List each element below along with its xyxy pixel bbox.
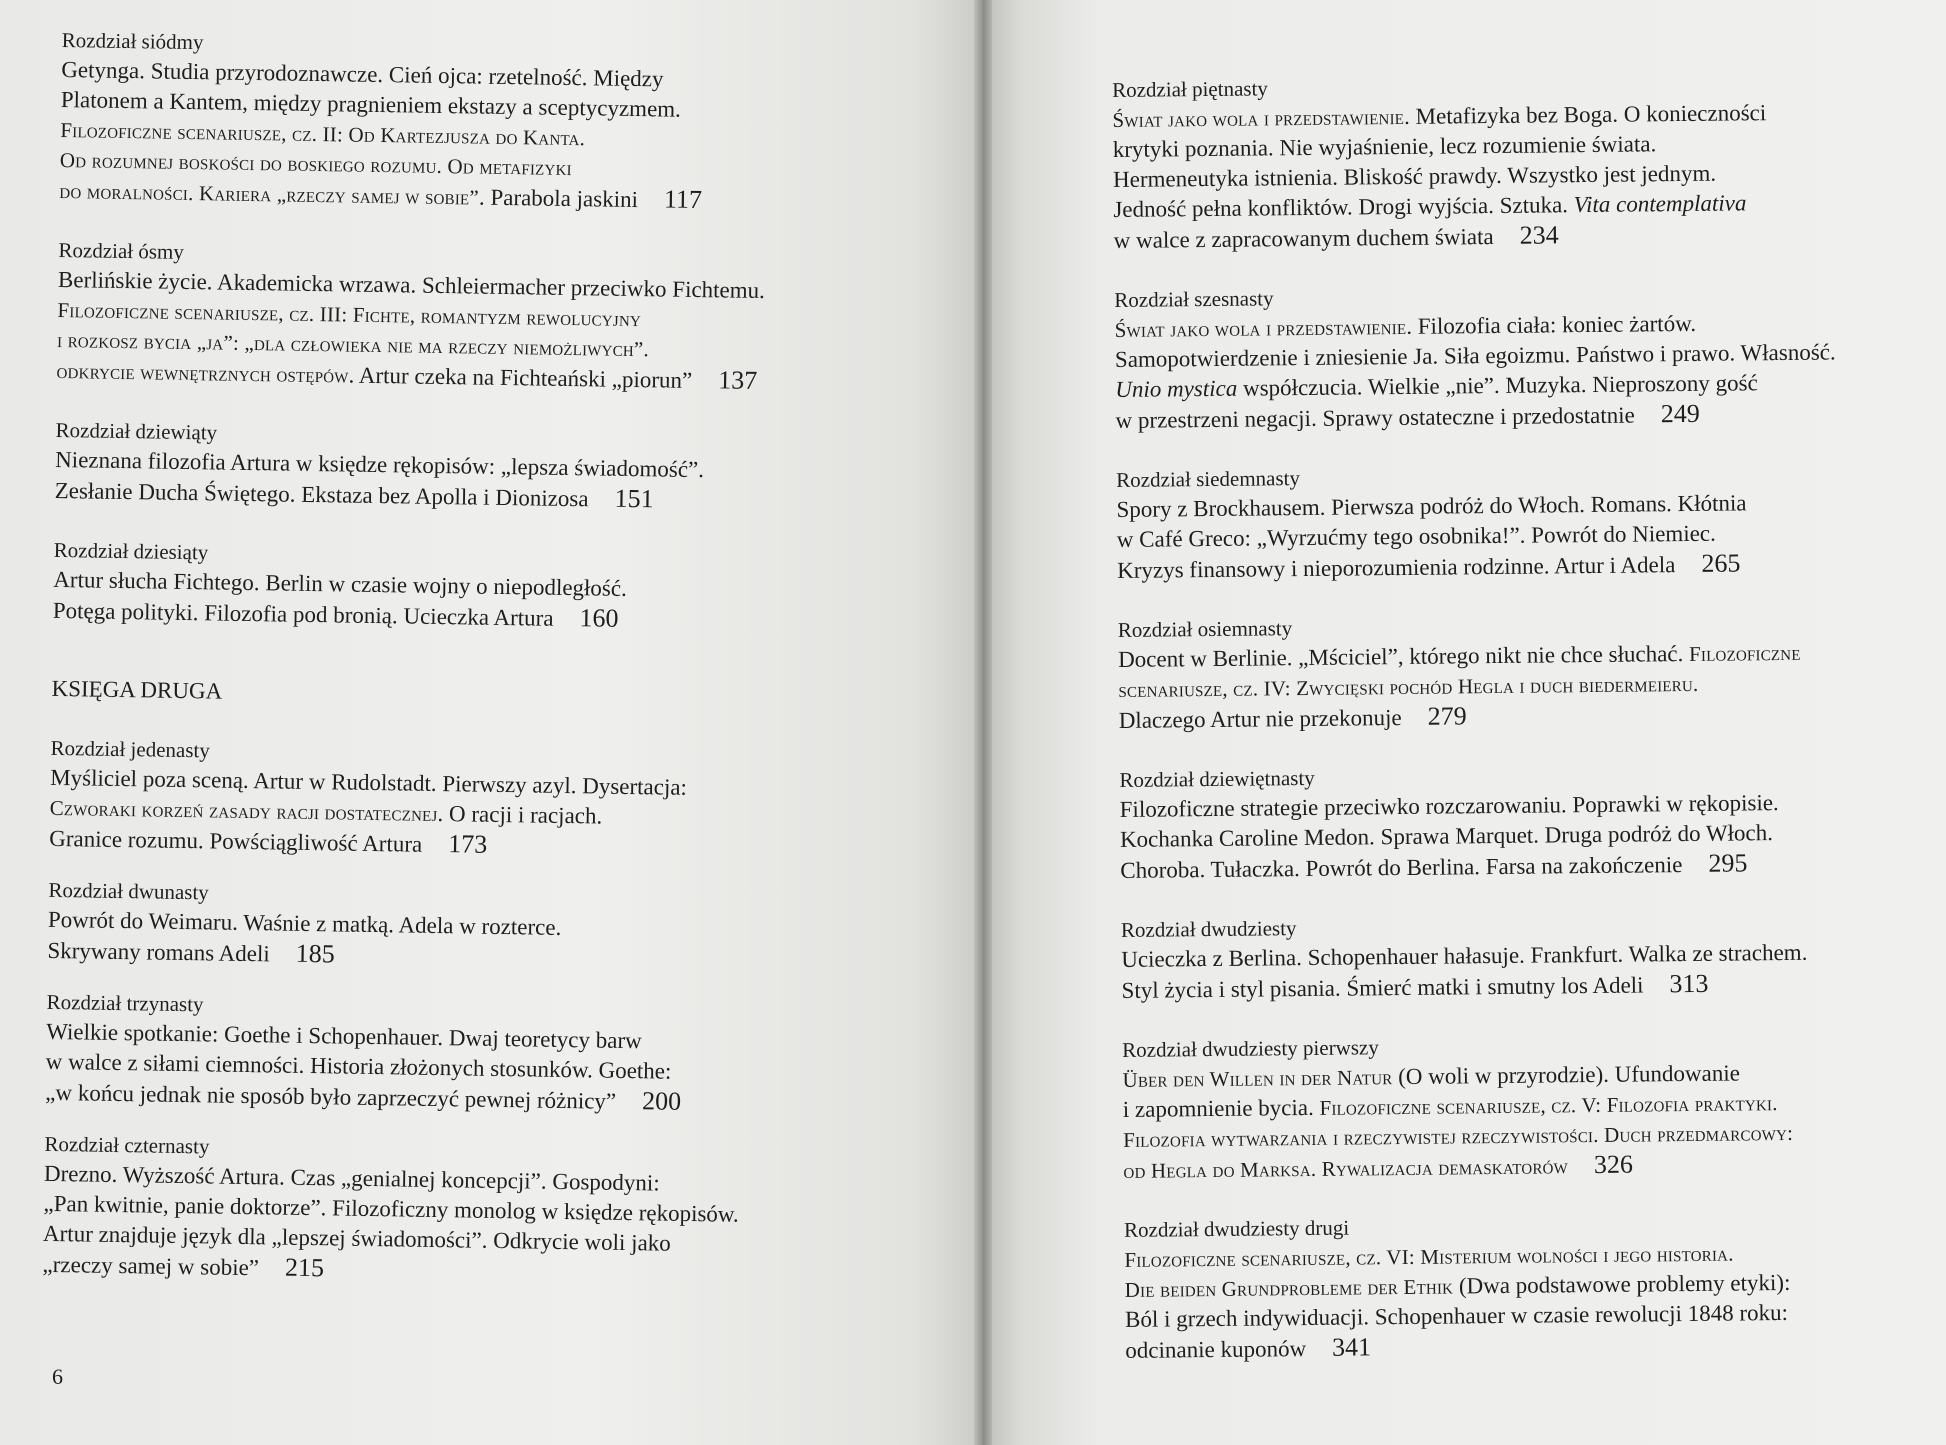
text-segment: Docent w Berlinie. „Mściciel”, którego nikt nie chce słuchać. [1117,640,1690,672]
toc-entry [1114,278,1896,436]
page-number: 326 [1593,1149,1634,1180]
text-segment: w przestrzeni negacji. Sprawy ostateczne i przedostatnie [1115,402,1635,433]
toc-entry [49,734,831,866]
text-segment: Myśliciel poza sceną. Artur w Rudolstadt. Pierwszy azyl. Dysertacja: [49,764,688,800]
page-number: 137 [718,365,758,395]
toc-entry [53,536,834,638]
text-segment: Kryzys finansowy i nieporozumienia rodzinne. Artur i Adela [1117,552,1676,583]
text-segment: Filozoficzne [1688,640,1801,666]
chapter-description [1112,97,1894,256]
page-number: 117 [663,184,703,215]
text-segment: Kochanka Caroline Medon. Sprawa Marquet. Druga podróż do Włoch. [1119,820,1774,852]
chapter-title: Rozdział dwudziesty drugi [1123,1215,1350,1242]
text-segment: Zesłanie Ducha Świętego. Ekstaza bez Apolla i Dionizosa [54,477,589,512]
text-segment: Filozofia wytwarzania i rzeczywistej rzeczywistości. Duch przedmarcowy: [1123,1120,1794,1152]
text-segment: Potęga polityki. Filozofia pod bronią. Ucieczka Artura [52,597,554,631]
text-segment: Ucieczka z Berlina. Schopenhauer hałasuje. Frankfurt. Walka ze strachem. [1121,939,1808,972]
text-segment: Über den Willen in der Natur [1122,1065,1393,1092]
toc-entry [54,416,835,518]
chapter-title: Rozdział ósmy [58,237,185,264]
text-segment: Artur znajduje język dla „lepszej świadomości”. Odkrycie woli jako [42,1220,671,1256]
text-segment: w walce z siłami ciemności. Historia złożonych stosunków. Goethe: [45,1048,672,1084]
chapter-title: Rozdział dziewiętnasty [1119,765,1315,792]
text-segment: i rozkosz bycia „ja”: „dla człowieka nie ma rzeczy niemożliwych”. [56,327,650,362]
chapter-title: Rozdział trzynasty [46,989,204,1017]
text-segment: . Metafizyka bez Boga. O konieczności [1403,100,1767,129]
toc-entry [1121,908,1902,1006]
text-segment: Dlaczego Artur nie przekonuje [1118,705,1402,733]
chapter-title: Rozdział siedemnasty [1116,466,1301,492]
toc-entry [1118,608,1899,736]
text-segment: . Filozofia ciała: koniec żartów. [1406,310,1697,339]
toc-entry [1124,1208,1906,1366]
chapter-description [42,1159,824,1292]
text-segment: „w końcu jednak nie sposób było zaprzeczyć pewnej różnicy” [45,1079,617,1114]
text-segment: Granice rozumu. Powściągliwość Artura [49,825,423,857]
page-number: 313 [1669,968,1709,999]
chapter-title: Rozdział piętnasty [1112,76,1268,102]
chapter-description [1118,637,1899,736]
text-segment: Filozoficzne scenariusze, cz. VI: Misterium wolności i jego historia. [1124,1241,1734,1272]
chapter-description [1124,1237,1905,1366]
text-segment: . Artur czeka na Fichteański „piorun” [348,362,693,393]
page-number: 234 [1519,220,1559,250]
text-segment: . O racji i racjach. [437,800,603,829]
text-segment: Filozoficzne scenariusze, cz. II: Od Kartezjusza do Kanta. [60,117,586,151]
page-number: 151 [614,483,654,514]
chapter-description [1121,937,1902,1006]
text-segment: Samopotwierdzenie i zniesienie Ja. Siła egoizmu. Państwo i prawo. Własność. [1114,339,1836,372]
page-number: 265 [1701,548,1741,578]
text-segment: Artur słucha Fichtego. Berlin w czasie wojny o niepodległość. [53,566,628,601]
text-segment: odkrycie wewnętrznych ostępów [56,358,349,388]
toc-entry [42,1130,824,1292]
chapter-title: Rozdział osiemnasty [1117,616,1293,642]
chapter-title: Rozdział dwunasty [48,877,209,905]
text-segment: Die beiden Grundprobleme der Ethik [1124,1274,1454,1302]
text-segment: od Hegla do Marksa. Rywalizacja demaskatorów [1123,1154,1569,1183]
text-segment: Powrót do Weimaru. Waśnie z matką. Adela w rozterce. [47,906,562,940]
chapter-title: Rozdział dziewiąty [55,417,218,445]
chapter-description [47,905,828,978]
page-number: 215 [284,1252,325,1283]
text-segment: Jedność pełna konfliktów. Drogi wyjścia. Sztuka. [1113,192,1574,222]
toc-entry [59,26,842,218]
text-segment: Filozoficzne scenariusze, cz. III: Fichte, romantyzm rewolucyjny [57,297,642,332]
chapter-description [53,565,834,638]
chapter-description [1120,787,1901,886]
text-segment: w Café Greco: „Wyrzućmy tego osobnika!”. Powrót do Niemiec. [1116,520,1716,552]
chapter-description [59,55,841,218]
text-segment: Wielkie spotkanie: Goethe i Schopenhauer. Dwaj teoretycy barw [46,1018,642,1054]
text-segment: Świat jako wola i przedstawienie [1112,104,1405,132]
chapter-description [1115,307,1896,436]
right-entries [1112,68,1905,1366]
toc-entry [1116,458,1897,586]
text-segment: Vita contemplativa [1573,190,1747,218]
chapter-title: Rozdział jedenasty [50,735,211,763]
text-segment: do moralności. Kariera „rzeczy samej w sobie” [59,178,480,210]
book-heading: KSIĘGA DRUGA [51,675,223,704]
text-segment: „rzeczy samej w sobie” [42,1251,260,1281]
text-segment: (Dwa podstawowe problemy etyki): [1453,1269,1791,1299]
text-segment: (O woli w przyrodzie). Ufundowanie [1392,1060,1740,1090]
chapter-title: Rozdział dziesiąty [53,537,209,565]
text-segment: Filozoficzne scenariusze, cz. V: Filozofia praktyki. [1319,1091,1778,1120]
text-segment: w walce z zapracowanym duchem świata [1113,224,1494,253]
page-number: 295 [1708,848,1748,878]
chapter-title: Rozdział czternasty [44,1131,210,1159]
left-entries-second [42,734,830,1292]
text-segment: Platonem a Kantem, między pragnieniem ekstazy a sceptycyzmem. [60,86,682,122]
chapter-description [56,265,838,398]
chapter-title: Rozdział siódmy [61,27,204,55]
text-segment: Świat jako wola i przedstawienie [1114,314,1407,342]
text-segment: Hermeneutyka istnienia. Bliskość prawdy. Wszystko jest jednym. [1112,160,1717,192]
chapter-description [1122,1057,1903,1186]
chapter-description [1116,487,1897,586]
page-folio: 6 [52,1364,63,1389]
text-segment: krytyki poznania. Nie wyjaśnienie, lecz rozumienie świata. [1112,131,1657,162]
toc-entry [56,236,838,398]
chapter-title: Rozdział szesnasty [1114,286,1274,312]
text-segment: scenariusze, cz. IV: Zwycięski pochód Hegla i duch biedermeieru. [1118,671,1699,702]
left-toc [42,26,842,1292]
page-number: 185 [295,938,335,969]
text-segment: odcinanie kuponów [1125,1336,1307,1363]
text-segment: Od rozumnej boskości do boskiego rozumu. Od metafizyki [59,147,572,181]
text-segment: Berlińskie życie. Akademicka wrzawa. Schleiermacher przeciwko Fichtemu. [57,266,766,304]
page-number: 173 [447,829,488,859]
text-segment: i zapomnienie bycia. [1122,1094,1320,1122]
text-segment: Styl życia i styl pisania. Śmierć matki i smutny los Adeli [1121,972,1644,1003]
book-gutter [974,0,992,1445]
text-segment: Unio mystica [1115,375,1238,402]
toc-entry [1119,758,1900,886]
left-entries-first [53,26,842,638]
chapter-title: Rozdział dwudziesty pierwszy [1122,1035,1379,1062]
page-number: 200 [641,1086,682,1116]
toc-entry [1122,1028,1904,1186]
toc-entry [47,876,828,978]
text-segment: Ból i grzech indywiduacji. Schopenhauer w czasie rewolucji 1848 roku: [1124,1299,1789,1332]
chapter-title: Rozdział dwudziesty [1120,916,1297,942]
text-segment: Getynga. Studia przyrodoznawcze. Cień ojca: rzetelność. Między [61,56,664,92]
toc-entry [1112,68,1894,256]
text-segment: Nieznana filozofia Artura w księdze rękopisów: „lepsza świadomość”. [54,446,705,483]
text-segment: Choroba. Tułaczka. Powrót do Berlina. Farsa na zakończenie [1120,852,1683,883]
page-number: 341 [1331,1332,1372,1362]
text-segment: . Parabola jaskini [478,184,639,213]
text-segment: „Pan kwitnie, panie doktorze”. Filozoficzny monolog w księdze rękopisów. [43,1190,739,1227]
text-segment: współczucia. Wielkie „nie”. Muzyka. Nieproszony gość [1237,370,1758,401]
page-number: 160 [579,603,619,633]
chapter-description [54,445,835,518]
toc-entry [45,988,827,1120]
chapter-description [49,763,830,866]
page-number: 279 [1427,701,1467,731]
right-toc [1112,68,1905,1366]
chapter-description [45,1017,826,1120]
text-segment: Czworaki korzeń zasady racji dostatecznej [49,795,438,826]
text-segment: Filozoficzne strategie przeciwko rozczarowaniu. Poprawki w rękopisie. [1119,790,1779,822]
text-segment: Spory z Brockhausem. Pierwsza podróż do Włoch. Romans. Kłótnia [1116,490,1747,522]
text-segment: Skrywany romans Adeli [47,937,270,967]
text-segment: Drezno. Wyższość Artura. Czas „genialnej koncepcji”. Gospodyni: [43,1160,660,1196]
page-number: 249 [1660,398,1700,429]
